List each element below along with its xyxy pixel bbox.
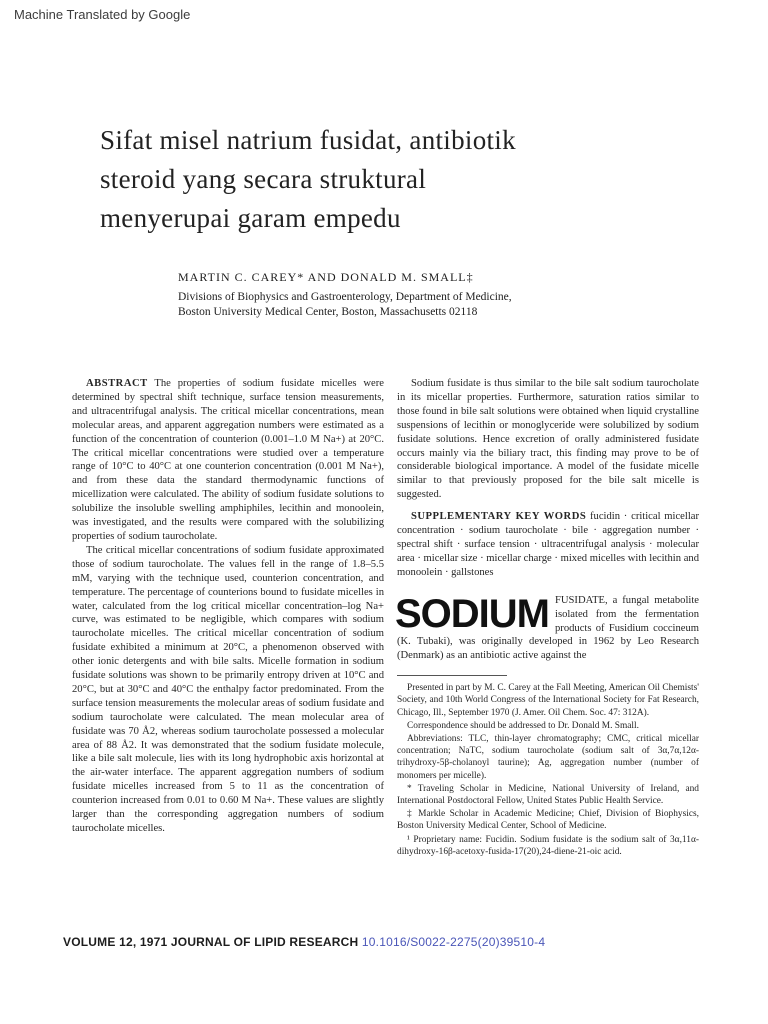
footnotes bbox=[397, 682, 699, 858]
abstract-paragraph-1 bbox=[72, 377, 384, 544]
footnote: Presented in part by M. C. Carey at the Fall Meeting, American Oil Chemists' Society, and 10th World Congress of the International Society for Fat Research, Chicago, Ill., September 1970 (J. Amer. Oil Chem. Soc. 47: 312A). bbox=[397, 683, 699, 718]
keywords-list: fucidin · critical micellar concentration · sodium taurocholate · bile · aggregation number · spectral shift · surface tension · ultracentrifugal analysis · molecular area · micellar size · micellar charge · mixed micelles with lecithin and monoolein · gallstones bbox=[397, 511, 699, 578]
abstract-paragraph-3: Sodium fusidate is thus similar to the bile salt sodium taurocholate in its micellar properties. Furthermore, saturation ratios similar to those found in bile salt solutions were obtained when liquid crystalline suspensions of lecithin or monoglyceride were solubilized by sodium fusidate solutions. Hence excretion of orally administered fusidate occurs mainly via the biliary tract, this finding may prove to be of considerable biological importance. A model of the fusidate micelle similar to that previously proposed for the bile salt micelle is suggested. bbox=[397, 378, 699, 501]
journal-footer: VOLUME 12, 1971 JOURNAL OF LIPID RESEARCH bbox=[63, 935, 359, 949]
abstract-paragraph-2: The critical micellar concentrations of sodium fusidate approximated those of sodium taurocholate. The values fell in the range of 1.8–5.5 mM, varying with the technique used, counterion concentration, and temperature. The percentage of counterions bound to fusidate micelles in water, calculated from the log critical micellar concentration–log Na+ curve, was estimated to be negligible, which compares with sodium taurocholate micelles. The critical micellar concentration of sodium fusidate exhibited a minimum at 20°C, a phenomenon observed with other ionic detergents and with bile salts. Micelle formation in sodium fusidate solutions was shown to be primarily entropy driven at 10°C and 20°C, but at 30°C and 40°C the enthalpy factor predominated. From the surface tension measurements the molecular areas of sodium fusidate and sodium taurocholate were calculated. The mean molecular area of fusidate was 70 Å2, whereas sodium taurocholate possessed a molecular area of 88 Å2. It was demonstrated that the sodium fusidate molecule, like a bile salt molecule, lies with its long hydrophobic axis horizontal at the air-water interface. The apparent aggregation numbers of sodium fusidate micelles increased from 5 to 11 as the concentration of counterion increased from 0.01 to 0.60 M Na+. These values are slightly larger than the corresponding aggregation numbers of sodium taurocholate micelles. bbox=[72, 544, 384, 834]
footnote: ¹ Proprietary name: Fucidin. Sodium fusidate is the sodium salt of 3α,11α-dihydroxy-16β-acetoxy-fusida-17(20),24-diene-21-oic acid. bbox=[397, 834, 699, 857]
title-line-2: steroid yang secara struktural bbox=[100, 164, 427, 194]
affiliation-line-2: Boston University Medical Center, Boston, Massachusetts 02118 bbox=[178, 306, 478, 318]
machine-translated-banner: Machine Translated by Google bbox=[14, 7, 191, 22]
keywords-heading: SUPPLEMENTARY KEY WORDS bbox=[411, 511, 587, 523]
footnote-divider bbox=[397, 675, 507, 676]
footnote: * Traveling Scholar in Medicine, National University of Ireland, and International Postdoctoral Fellow, United States Public Health Service. bbox=[397, 783, 699, 807]
affiliation-line-1: Divisions of Biophysics and Gastroenterology, Department of Medicine, bbox=[178, 291, 512, 303]
keywords-paragraph bbox=[397, 510, 699, 580]
introduction-text: FUSIDATE, a fungal metabolite isolated from the fermentation products of Fusidium coccineum (K. Tubaki), was originally developed in 1962 by Leo Research (Denmark) as an antibiotic active against the bbox=[397, 594, 699, 662]
affiliation bbox=[178, 290, 538, 320]
title-line-1: Sifat misel natrium fusidat, antibiotik bbox=[100, 125, 516, 155]
right-column bbox=[397, 377, 699, 859]
drop-cap: SODIUM bbox=[395, 591, 549, 636]
left-column bbox=[72, 377, 384, 836]
introduction bbox=[395, 591, 699, 664]
footnote: Abbreviations: TLC, thin-layer chromatography; CMC, critical micellar concentration; NaTC, sodium taurocholate (sodium salt of 3α,7α,12α-trihydroxy-5β-cholanoyl taurine); Ag, aggregation number (number of monomers per micelle). bbox=[397, 734, 699, 781]
footnote: Correspondence should be addressed to Dr. Donald M. Small. bbox=[407, 720, 639, 731]
paper-title bbox=[100, 121, 620, 238]
running-footer bbox=[63, 935, 545, 949]
abstract-heading: ABSTRACT bbox=[86, 378, 148, 389]
doi-link[interactable]: 10.1016/S0022-2275(20)39510-4 bbox=[361, 935, 546, 949]
authors: MARTIN C. CAREY* AND DONALD M. SMALL‡ bbox=[178, 270, 474, 284]
abstract-text-1: The properties of sodium fusidate micelles were determined by spectral shift technique, surface tension measurements, and ultracentrifugal analysis. The critical micellar concentrations, mean molecular areas, and apparent aggregation numbers were estimated as a function of the concentration of counterion (0.001–1.0 M Na+) at 20°C. The critical micellar concentrations were studied over a temperature range of 10°C to 40°C at one counterion concentration (0.001 M Na+), and from these data the standard thermodynamic functions of micellization were calculated. The ability of sodium fusidate solutions to solubilize the insoluble swelling amphiphiles, lecithin and monoolein, was investigated, and the results were compared with the solubilizing properties of sodium taurocholate. bbox=[72, 378, 384, 542]
footnote: ‡ Markle Scholar in Academic Medicine; Chief, Division of Biophysics, Boston University Medical Center, School of Medicine. bbox=[397, 809, 699, 832]
title-line-3: menyerupai garam empedu bbox=[100, 203, 401, 233]
